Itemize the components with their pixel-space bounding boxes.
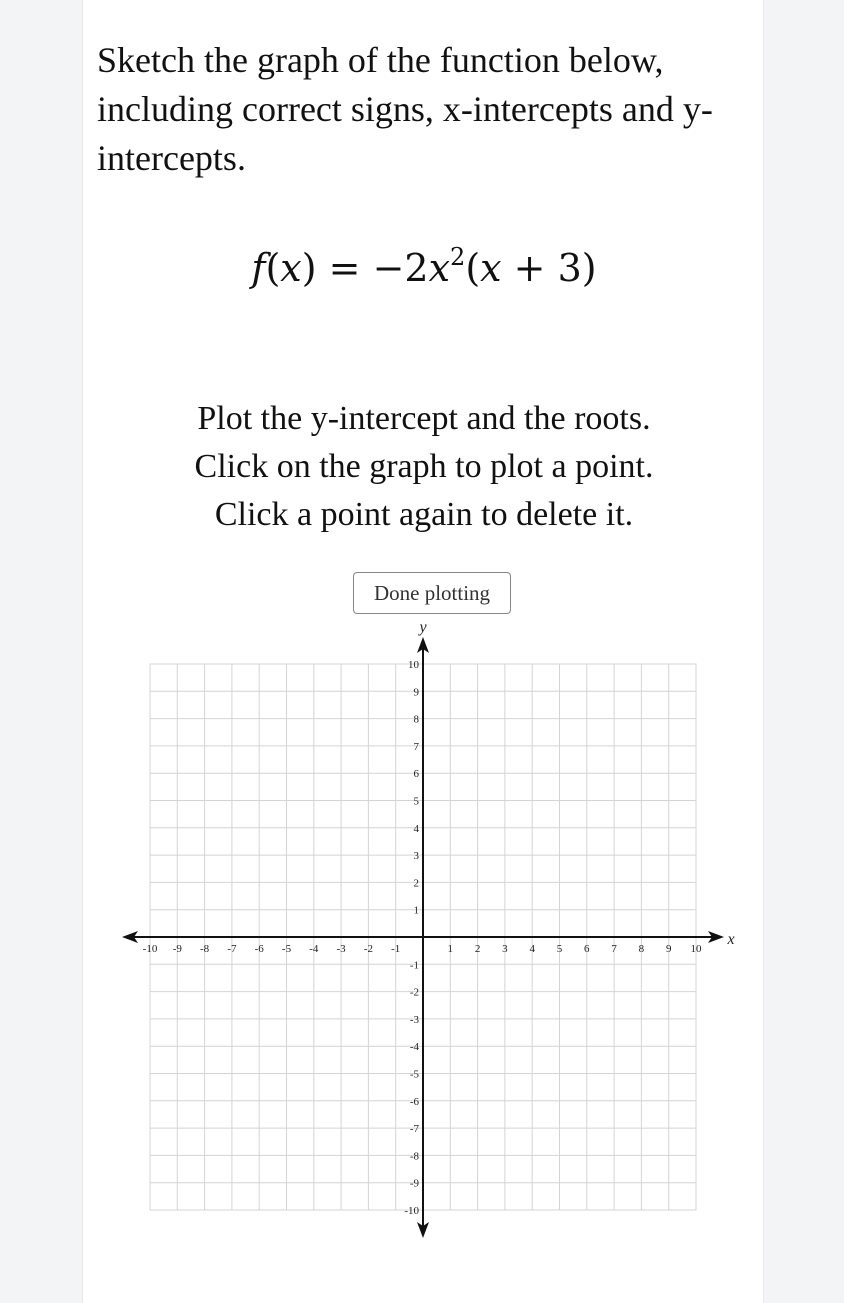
y-tick-label: -3: [409, 1013, 419, 1026]
formula-equals: =: [316, 246, 373, 290]
y-tick-label: -8: [409, 1150, 419, 1163]
formula-inner-rest: + 3: [501, 246, 582, 290]
x-axis-label: x: [727, 931, 735, 948]
formula-lhs-open: (: [265, 246, 281, 290]
instruction-line: Click on the graph to plot a point.: [194, 448, 654, 485]
y-tick-label: 2: [413, 877, 419, 890]
formula-lhs-x: x: [280, 246, 302, 290]
y-axis-label: y: [419, 619, 427, 636]
x-tick-label: 5: [556, 943, 563, 955]
y-tick-label: 10: [408, 659, 419, 671]
y-tick-label: -6: [409, 1095, 419, 1108]
formula-coef: −2: [372, 246, 429, 290]
x-tick-label: 7: [611, 943, 617, 955]
x-tick-label: -1: [391, 943, 401, 955]
x-tick-label: 10: [690, 943, 702, 955]
x-tick-label: 1: [447, 943, 454, 955]
formula-paren-open: (: [465, 246, 481, 290]
x-tick-label: -10: [142, 943, 158, 955]
y-tick-label: 5: [413, 795, 419, 808]
formula-paren-close: ): [581, 246, 597, 290]
formula-lhs-close: ): [301, 246, 317, 290]
y-tick-label: -1: [409, 959, 419, 972]
formula-inner-var: x: [480, 246, 502, 290]
x-tick-label: 9: [665, 943, 672, 955]
x-tick-label: -5: [281, 943, 292, 955]
done-plotting-button[interactable]: Done plotting: [353, 572, 511, 614]
y-tick-label: 9: [413, 686, 419, 699]
x-tick-label: 2: [474, 943, 481, 955]
x-tick-label: 6: [584, 943, 590, 955]
y-tick-label: 4: [413, 822, 419, 835]
formula-exponent: 2: [450, 243, 466, 271]
y-tick-label: 8: [413, 713, 419, 726]
x-tick-label: -6: [254, 943, 264, 955]
formula-var: x: [428, 246, 451, 290]
y-tick-label: 6: [413, 768, 419, 781]
instruction-line: Click a point again to delete it.: [214, 496, 634, 533]
instruction-line: Plot the y-intercept and the roots.: [197, 400, 651, 437]
x-tick-label: -4: [309, 943, 319, 955]
y-tick-label: 7: [413, 740, 419, 753]
y-tick-label: -4: [409, 1041, 419, 1054]
y-tick-label: 3: [413, 850, 419, 863]
y-tick-label: -9: [409, 1177, 419, 1190]
x-tick-label: 4: [529, 943, 535, 955]
y-tick-label: -10: [404, 1205, 419, 1217]
y-tick-label: -2: [409, 986, 419, 999]
question-prompt: Sketch the graph of the function below, including correct signs, x-intercepts and y-intercepts.: [97, 40, 713, 178]
formula-f: f: [251, 246, 266, 290]
y-tick-label: -5: [409, 1068, 419, 1081]
x-tick-label: -8: [200, 943, 210, 955]
x-tick-label: -3: [336, 943, 346, 955]
x-tick-label: 3: [502, 943, 508, 955]
y-tick-label: 1: [413, 904, 419, 917]
x-tick-label: -2: [363, 943, 373, 955]
x-tick-label: -7: [227, 943, 237, 955]
y-tick-label: -7: [409, 1123, 419, 1136]
x-tick-label: -9: [172, 943, 182, 955]
x-tick-label: 8: [638, 943, 645, 955]
